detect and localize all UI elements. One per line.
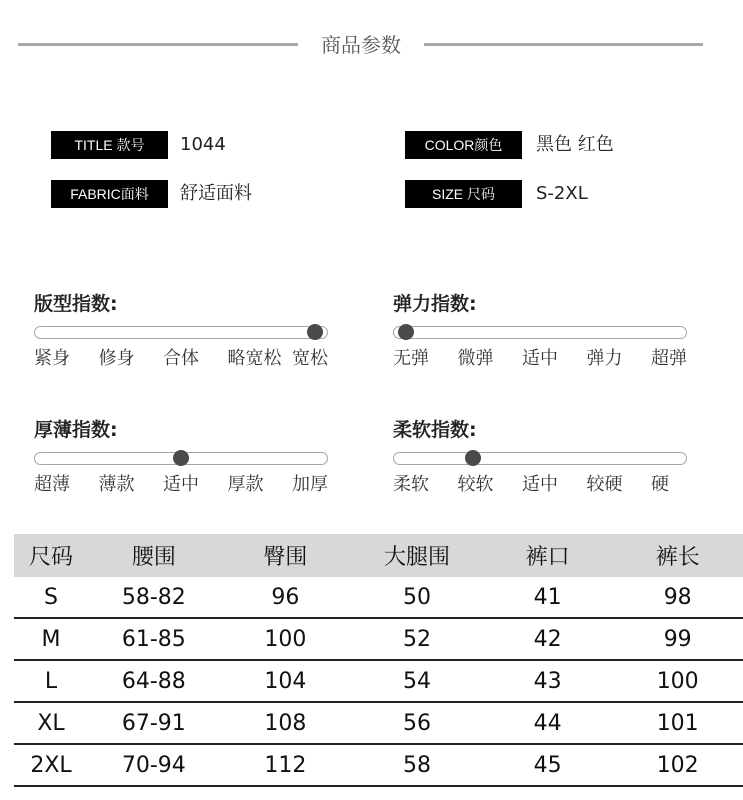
cell-waist: 61-85	[88, 618, 220, 660]
size-table	[14, 534, 743, 787]
softness-index-title: 柔软指数:	[393, 419, 477, 441]
size-table-header	[14, 534, 743, 577]
elastic-index-track	[393, 326, 687, 339]
cell-size: 2XL	[14, 744, 88, 786]
header-size: 尺码	[14, 534, 88, 577]
cell-hip: 112	[220, 744, 352, 786]
cell-waist: 67-91	[88, 702, 220, 744]
cell-length: 98	[612, 577, 743, 618]
fit-index-knob	[307, 324, 323, 340]
table-row	[14, 702, 743, 744]
cell-hip: 108	[220, 702, 352, 744]
fit-index-labels	[34, 344, 334, 370]
cell-hip: 96	[220, 577, 352, 618]
fit-index-title: 版型指数:	[34, 293, 118, 315]
cell-waist: 70-94	[88, 744, 220, 786]
header-length: 裤长	[612, 534, 743, 577]
thickness-index	[34, 416, 334, 496]
header-waist: 腰围	[88, 534, 220, 577]
fit-index-label: 略宽松	[227, 348, 282, 369]
cell-thigh: 58	[351, 744, 483, 786]
softness-index	[393, 416, 693, 496]
elastic-index-knob	[398, 324, 414, 340]
elastic-index-label: 超弹	[651, 348, 687, 369]
page-title: 商品参数	[321, 33, 401, 57]
elastic-index-label: 弹力	[586, 348, 623, 369]
cell-thigh: 50	[351, 577, 483, 618]
cell-hip: 104	[220, 660, 352, 702]
header-leg-opening: 裤口	[483, 534, 613, 577]
thickness-index-label: 加厚	[292, 474, 328, 495]
softness-index-labels	[393, 470, 693, 496]
elastic-index-label: 微弹	[457, 348, 494, 369]
softness-index-track	[393, 452, 687, 465]
size-value: S-2XL	[536, 183, 588, 204]
softness-index-label: 硬	[651, 474, 669, 495]
table-row	[14, 618, 743, 660]
cell-thigh: 56	[351, 702, 483, 744]
cell-thigh: 54	[351, 660, 483, 702]
elastic-index-labels	[393, 344, 693, 370]
softness-index-knob	[465, 450, 481, 466]
header-divider-left	[18, 43, 298, 46]
cell-leg-opening: 43	[483, 660, 613, 702]
cell-length: 100	[612, 660, 743, 702]
cell-leg-opening: 44	[483, 702, 613, 744]
fit-index-label: 修身	[98, 348, 135, 369]
cell-waist: 58-82	[88, 577, 220, 618]
elastic-index	[393, 290, 693, 370]
thickness-index-labels	[34, 470, 334, 496]
table-row	[14, 577, 743, 618]
fabric-tag: FABRIC面料	[51, 180, 168, 208]
thickness-index-label: 适中	[163, 474, 199, 495]
cell-length: 99	[612, 618, 743, 660]
cell-waist: 64-88	[88, 660, 220, 702]
cell-length: 101	[612, 702, 743, 744]
thickness-index-label: 薄款	[98, 474, 135, 495]
title-tag: TITLE 款号	[51, 131, 168, 159]
color-tag: COLOR颜色	[405, 131, 522, 159]
header-divider-right	[424, 43, 703, 46]
header-thigh: 大腿围	[351, 534, 483, 577]
cell-leg-opening: 45	[483, 744, 613, 786]
cell-thigh: 52	[351, 618, 483, 660]
fabric-value: 舒适面料	[180, 183, 252, 204]
thickness-index-track	[34, 452, 328, 465]
fit-index-label: 宽松	[292, 348, 328, 369]
color-value: 黑色 红色	[536, 134, 614, 155]
cell-size: XL	[14, 702, 88, 744]
cell-size: S	[14, 577, 88, 618]
thickness-index-title: 厚薄指数:	[34, 419, 118, 441]
cell-length: 102	[612, 744, 743, 786]
cell-leg-opening: 41	[483, 577, 613, 618]
table-row	[14, 660, 743, 702]
thickness-index-label: 超薄	[34, 474, 70, 495]
thickness-index-knob	[173, 450, 189, 466]
title-value: 1044	[180, 134, 226, 155]
softness-index-label: 较软	[457, 474, 494, 495]
cell-hip: 100	[220, 618, 352, 660]
fit-index-label: 紧身	[34, 348, 70, 369]
softness-index-label: 较硬	[586, 474, 623, 495]
fit-index-track	[34, 326, 328, 339]
size-tag: SIZE 尺码	[405, 180, 522, 208]
elastic-index-title: 弹力指数:	[393, 293, 477, 315]
cell-leg-opening: 42	[483, 618, 613, 660]
fit-index	[34, 290, 334, 370]
fit-index-label: 合体	[163, 348, 199, 369]
cell-size: M	[14, 618, 88, 660]
elastic-index-label: 适中	[522, 348, 558, 369]
elastic-index-label: 无弹	[393, 348, 429, 369]
softness-index-label: 柔软	[393, 474, 429, 495]
thickness-index-label: 厚款	[227, 474, 264, 495]
cell-size: L	[14, 660, 88, 702]
softness-index-label: 适中	[522, 474, 558, 495]
table-row	[14, 744, 743, 786]
header-hip: 臀围	[220, 534, 352, 577]
